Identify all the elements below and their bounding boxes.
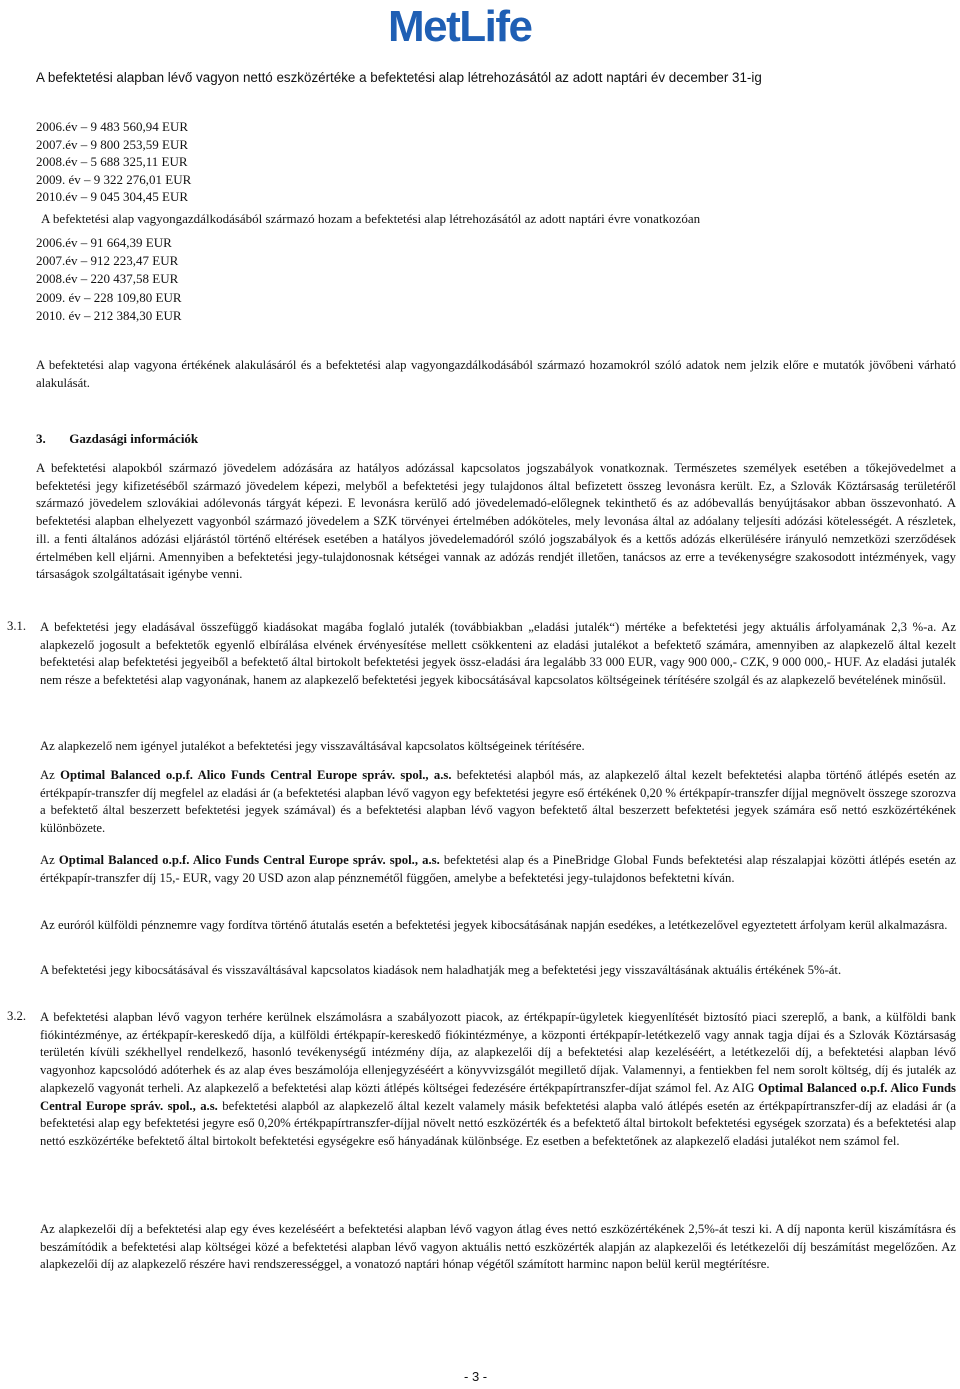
fund-name: Optimal Balanced o.p.f. Alico Funds Central Europe správ. spol., a.s.: [40, 1080, 956, 1113]
list-item: 2006.év – 91 664,39 EUR: [36, 235, 172, 250]
list-item: 2008.év – 5 688 325,11 EUR: [36, 154, 188, 170]
paragraph: Az euróról külföldi pénznemre vagy fordítva történő átutalás esetén a befektetési jegyek kibocsátásának napján esedékes, a letétkezelővel egyeztetett árfolyam kerül alkalmazásra.: [40, 918, 948, 932]
list-item: 2009. év – 228 109,80 EUR: [36, 289, 182, 305]
page-number: - 3 -: [464, 1369, 488, 1384]
text-span: befektetési alapból az alapkezelő által kezelt valamely másik befektetési alapba való átlépés esetén az értékpapírtranszfer-díj az eladási ár (a befektetési alap egy befektetési jegyre eső 0,20% értékpapírtranszfer-díjjal növelt nettó eszközérték és a befektető által birtokolt befektetési egységek szorzata) és a befektetési alap nettó eszközértéke befektető által birtokolt befektetési egységekre eső hányadának különbsége. Ez esetben a befektetőnek az alapkezelő eladási jutalékot nem számol fel.: [40, 1098, 956, 1148]
paragraph: [40, 1009, 956, 1151]
paragraph: Az alapkezelő nem igényel jutalékot a befektetési jegy visszaváltásával kapcsolatos költségeinek térítésére.: [40, 739, 585, 753]
list-item: 2008.év – 220 437,58 EUR: [36, 271, 179, 287]
net-asset-value-list: [36, 118, 191, 206]
text-span: befektetési alapból más, az alapkezelő által kezelt befektetési alapba történő átlépés esetén az értékpapír-transzfer díj megfelel az eladási ár (a befektetési alapban lévő vagyon egy befektetési jegyre eső értékének 0,20 % értékpapír-transzfer díjjal megnövelt összege szorozva a befektető által beszerzett befektetési jegyek számával) és a befektetési alapban lévő vagyon befektető által beszerzett befektetési jegyek számára eső nettó eszközértékének különbözete.: [40, 768, 956, 836]
fund-name: Optimal Balanced o.p.f. Alico Funds Central Europe správ. spol., a.s.: [58, 853, 440, 867]
list-item: 2009. év – 9 322 276,01 EUR: [36, 171, 192, 187]
list-item: 2006.év – 9 483 560,94 EUR: [36, 119, 189, 134]
paragraph: Az alapkezelői díj a befektetési alap egy éves kezeléséért a befektetési alapban lévő vagyon átlag éves nettó eszközértékének 2,5%-át teszi ki. A díj naponta kerül kiszámításra és beszámítódik a befektetési alap költségei közé a befektetési alapban lévő vagyon aktuális nettó eszközérték alapján az alapkezelői és letétkezelői díj beszámítást megelőzően. Az alapkezelői díj az alapkezelő részére havi rendszerességgel, a vonatozó naptári hónap végétől számított harminc napon belül kerül megtérítésre.: [40, 1222, 956, 1272]
list-item: 2007.év – 912 223,47 EUR: [36, 253, 179, 269]
paragraph: A befektetési jegy eladásával összefüggő kiadásokat magába foglaló jutalék (továbbiakban „eladási jutalék“) mértéke a befektetési jegy aktuális árfolyamának 2,3 %-a. Az alapkezelő jogosult a befektetők egyenlő elbírálása elvének érvényesítése mellett csökkenteni az eladási jutalékot a befektető számára, amennyiben az alapkezelő által kezelt befektetési alap befektetési jegyeiből a befektető által birtokolt befektetési jegyek össz-eladási ára legalább 33 000 EUR, vagy 900 000,- CZK, 9 000 000,- HUF. Az eladási jutalék nem része a befektetési alap vagyonának, hanem az alapkezelő befektetési jegyek kibocsátásával kapcsolatos költségeinek térítésére szolgál és az alapkezelő bevételének minősül.: [40, 620, 956, 688]
section-number: 3.: [36, 431, 46, 446]
text-span: Az: [40, 768, 61, 782]
list-item: 2010. év – 212 384,30 EUR: [36, 307, 182, 323]
section-3-body: A befektetési alapokból származó jövedelem adózására az hatályos adózással kapcsolatos jogszabályok vonatkoznak. Természetes személyek esetében a tőkejövedelmet a befektetési jegy kifizetéséből származó jövedelem képezi, melyből a befektetési jegy tulajdonos által befizetett összeg levonásra került. Ez, a Szlovák Köztársaság területéről származó jövedelem szlovákiai adólevonás tárgyát képezi. E levonásra kerülő adó jövedelemadó-előlegnek tekinthető és az adóbevallás benyújtásakor abban összevonható. A befektetési alapban elhelyezett vagyonból származó jövedelem a SZK törvényei értelmében adóköteles, mely levonása által az adóalany teljesíti adózási kötelességét. A részletek, ill. a fenti általános adózási eljárástól történő eltérések esetében a hatályos jövedelemadóról szóló jogszabályok és a kettős adózás elkerülésére irányuló nemzetközi szerződések értelmében kell eljárni. Amennyiben a befektetési jegy-tulajdonosnak kétségei vannak az adózás rendjét illetően, tanácsos az erre a tevékenységre szakosodott intézmények, vagy társaságok szolgáltatásait igénybe venni.: [36, 461, 956, 582]
section-3-heading: [36, 431, 198, 447]
text-span: Az: [40, 853, 59, 867]
paragraph: [40, 852, 956, 887]
text-span: A befektetési alapban lévő vagyon terhére kerülnek elszámolásra a szabályozott piacok, az értékpapír-ügyletek kiegyenlítését biztosító piaci szereplő, a bank, a külföldi bank fiókintézménye, az értékpapír-kereskedő díja, a külföldi értékpapír-kereskedő fiókintézménye, a központi értékpapír-letétkezelő vagy annak tagja díjai és a Szlovák Köztársaság területén kívüli székhellyel rendelkező, hasonló tevékenységű intézmény díja, az alapkezelői díj a befektetési alap kezeléséért, a letétkezelői díj, a befektetési alapban lévő vagyonhoz kapcsolódó adóterhek és az alap éves beszámolója ellenjegyzéséért a könyvvizsgálót megillető díjak. Valamennyi, a fentiekben fel nem sorolt költség, díj és jutalék az alapkezelő vagyonát terheli. Az alapkezelő a befektetési alap közti átlépés költségei fedezésére értékpapírtranszfer-díjat számol fel. Az AIG: [40, 1010, 956, 1095]
intro-text: A befektetési alapban lévő vagyon nettó eszközértéke a befektetési alap létrehozásától az adott naptári év december 31-ig: [36, 70, 762, 85]
list-item: 2010.év – 9 045 304,45 EUR: [36, 189, 189, 205]
fund-name: Optimal Balanced o.p.f. Alico Funds Central Europe správ. spol., a.s.: [60, 768, 452, 782]
list-item: 2007.év – 9 800 253,59 EUR: [36, 136, 189, 152]
metlife-logo: MetLife: [388, 2, 532, 51]
yield-intro-text: A befektetési alap vagyongazdálkodásából származó hozam a befektetési alap létrehozásától az adott naptári évre vonatkozóan: [41, 211, 701, 226]
disclaimer-paragraph: A befektetési alap vagyona értékének alakulásáról és a befektetési alap vagyongazdálkodásából származó hozamokról szóló adatok nem jelzik előre e mutatók jövőbeni várható alakulását.: [36, 358, 956, 390]
paragraph: A befektetési jegy kibocsátásával és visszaváltásával kapcsolatos kiadások nem haladhatják meg a befektetési jegy visszaváltásának aktuális értékének 5%-át.: [40, 963, 842, 977]
section-title: Gazdasági információk: [69, 431, 199, 446]
section-number: 3.2.: [7, 1009, 27, 1023]
text-span: befektetési alap és a PineBridge Global Funds befektetési alap részalapjai közötti átlépés esetén az értékpapír-transzfer díj 15,- EUR, vagy 20 USD azon alap pénznemétől függően, amelybe a befektetési jegy-tulajdonos befektetni kíván.: [40, 853, 957, 885]
yield-list: [36, 234, 182, 325]
paragraph: [40, 767, 956, 838]
section-number: 3.1.: [7, 619, 27, 633]
